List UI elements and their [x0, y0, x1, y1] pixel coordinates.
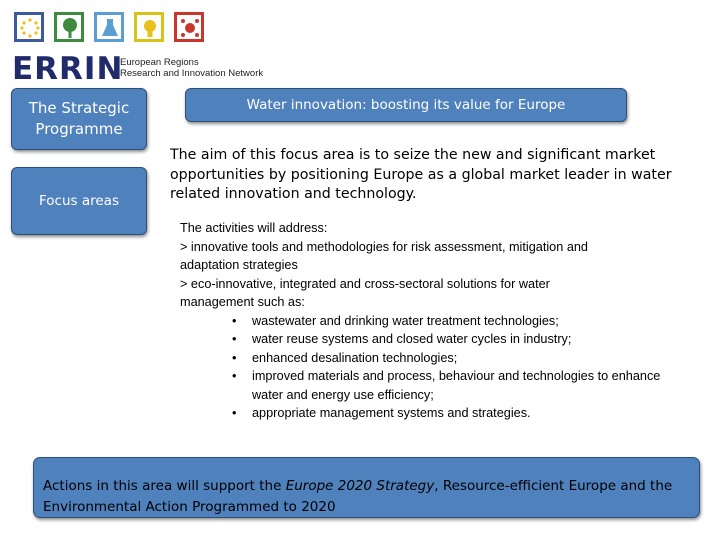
focus-areas-button[interactable]: [11, 167, 147, 235]
list-item: • water reuse systems and closed water cycles in industry;: [180, 330, 700, 349]
activity-2-line2: management such as:: [180, 295, 305, 309]
molecule-icon: [174, 12, 204, 42]
activity-1-line1: > innovative tools and methodologies for risk assessment, mitigation and: [180, 239, 588, 254]
list-item: • wastewater and drinking water treatment technologies;: [180, 312, 700, 331]
summary-suffix: , Resource-efficient Europe and the Environmental Action Programmed to 2020: [43, 478, 673, 515]
bullet-icon: •: [232, 369, 237, 383]
summary-box: [33, 457, 700, 518]
activity-1-line2: adaptation strategies: [180, 258, 298, 272]
list-item: • enhanced desalination technologies;: [180, 349, 700, 368]
bullet-icon: •: [232, 313, 237, 328]
activities-list: [180, 219, 700, 423]
bullet-icon: •: [232, 350, 237, 365]
strategic-programme-label: The Strategic Programme: [28, 99, 130, 138]
flask-icon: [94, 12, 124, 42]
summary-emphasis: Europe 2020 Strategy: [285, 478, 435, 494]
errin-logo: [12, 12, 282, 87]
focus-areas-label: Focus areas: [39, 193, 119, 209]
strategic-programme-button[interactable]: [11, 88, 147, 150]
summary-prefix: Actions in this area will support the: [43, 478, 286, 494]
tree-icon: [54, 12, 84, 42]
bullet-icon: •: [232, 406, 237, 420]
list-item: • appropriate management systems and strategies.: [180, 404, 700, 423]
bullet-icon: •: [232, 332, 237, 346]
logo-subtitle: European Regions Research and Innovation Network: [120, 57, 264, 79]
eu-stars-icon: [14, 12, 44, 42]
activity-2-line1: > eco-innovative, integrated and cross-sectoral solutions for water: [180, 276, 550, 291]
activities-intro: The activities will address:: [180, 221, 328, 235]
lightbulb-icon: [134, 12, 164, 42]
logo-wordmark: ERRIN: [12, 51, 124, 87]
focus-area-title: Water innovation: boosting its value for Europe: [185, 88, 627, 122]
aim-paragraph: The aim of this focus area is to seize the new and significant market opportunities by positioning Europe as a global market leader in water related innovation and technology.: [170, 147, 672, 202]
list-item: • improved materials and process, behaviour and technologies to enhance water and energy use efficiency;: [232, 369, 661, 402]
